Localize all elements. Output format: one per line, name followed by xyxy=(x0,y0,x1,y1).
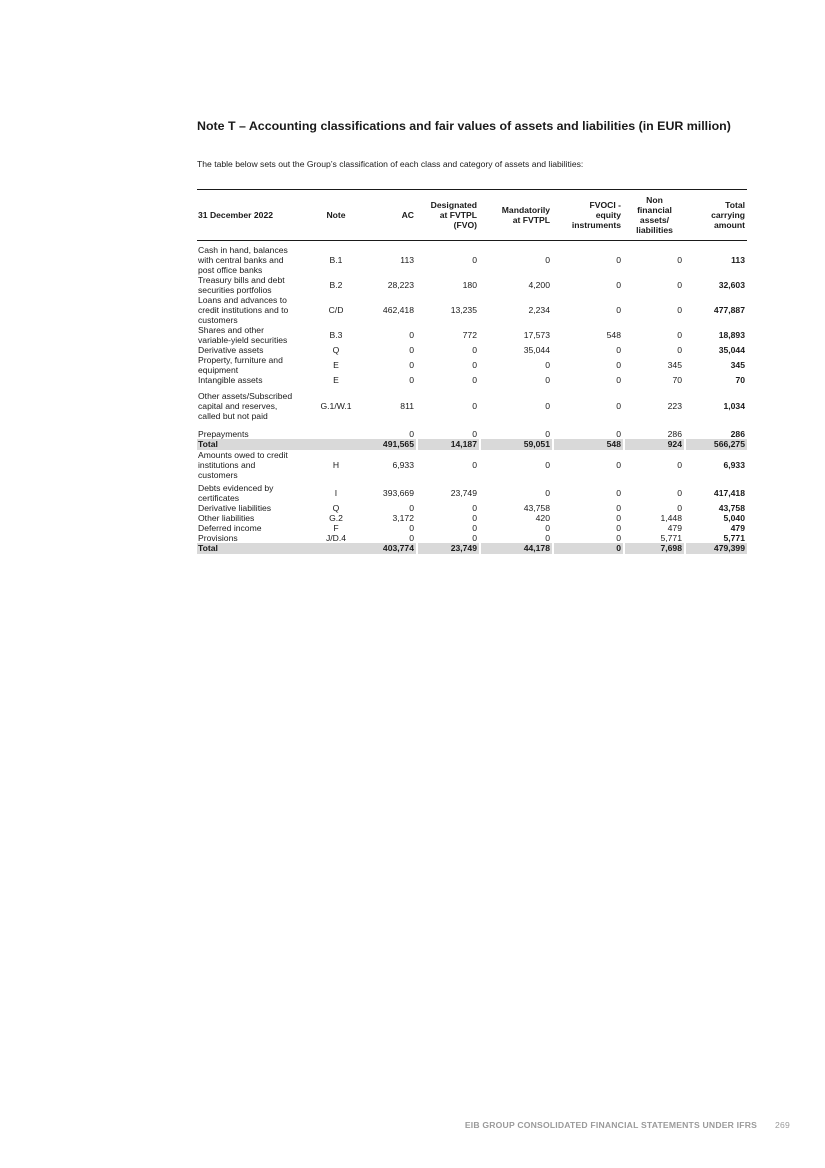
cell-nonfin: 0 xyxy=(677,255,682,265)
col-header-label: 31 December 2022 xyxy=(197,190,312,241)
row-label: Cash in hand, balances with central banks and post office banks xyxy=(198,245,288,275)
row-label: Other assets/Subscribed capital and reserves, called but not paid xyxy=(198,391,293,421)
cell-fvoci: 0 xyxy=(616,345,621,355)
cell-total: 32,603 xyxy=(718,280,745,290)
cell-fvo: 0 xyxy=(472,360,477,370)
page-title: Note T – Accounting classifications and fair values of assets and liabilities (in EUR million) xyxy=(197,119,731,133)
cell-mand: 0 xyxy=(545,523,550,533)
cell-mand: 0 xyxy=(545,375,550,385)
cell-total: 5,040 xyxy=(723,513,745,523)
cell-nonfin: 5,771 xyxy=(660,533,682,543)
total-fvoci: 548 xyxy=(554,439,623,450)
total-note-cell xyxy=(312,439,360,450)
row-label: Derivative assets xyxy=(198,345,264,355)
row-label: Property, furniture and equipment xyxy=(198,355,283,375)
row-note: B.2 xyxy=(329,280,343,290)
cell-mand: 17,573 xyxy=(523,330,550,340)
cell-ac: 28,223 xyxy=(387,280,414,290)
table-row xyxy=(197,275,747,295)
table-header xyxy=(197,190,747,241)
cell-ac: 0 xyxy=(409,360,414,370)
row-note: Q xyxy=(332,345,340,355)
table-row xyxy=(197,325,747,345)
page-number: 269 xyxy=(775,1120,790,1130)
table-row xyxy=(197,523,747,533)
row-label: Other liabilities xyxy=(198,513,255,523)
row-note: G.2 xyxy=(329,513,343,523)
cell-mand: 0 xyxy=(545,429,550,439)
col-header-non-financial: Non financial assets/ liabilities xyxy=(625,190,684,241)
table-row xyxy=(197,533,747,543)
total-mand: 44,178 xyxy=(481,543,552,554)
cell-fvoci: 548 xyxy=(606,330,621,340)
cell-nonfin: 345 xyxy=(667,360,682,370)
table-row xyxy=(197,429,747,439)
cell-mand: 2,234 xyxy=(528,305,550,315)
cell-ac: 0 xyxy=(409,345,414,355)
cell-fvoci: 0 xyxy=(616,375,621,385)
table-row xyxy=(197,375,747,385)
cell-fvoci: 0 xyxy=(616,460,621,470)
cell-fvo: 0 xyxy=(472,523,477,533)
cell-mand: 0 xyxy=(545,360,550,370)
row-note: E xyxy=(333,375,339,385)
cell-fvo: 772 xyxy=(462,330,477,340)
row-label: Treasury bills and debt securities portfolios xyxy=(198,275,285,295)
cell-ac: 811 xyxy=(400,401,414,411)
col-header-total: Total carrying amount xyxy=(686,190,747,241)
cell-total: 1,034 xyxy=(723,401,745,411)
total-row xyxy=(197,439,747,450)
total-ac: 403,774 xyxy=(360,543,416,554)
cell-fvoci: 0 xyxy=(616,533,621,543)
total-nonfin: 924 xyxy=(625,439,684,450)
cell-fvo: 180 xyxy=(462,280,477,290)
cell-nonfin: 70 xyxy=(672,375,682,385)
total-label: Total xyxy=(197,543,312,554)
row-note: B.3 xyxy=(329,330,343,340)
row-label: Loans and advances to credit institutions and to customers xyxy=(198,295,289,325)
cell-nonfin: 0 xyxy=(677,503,682,513)
cell-ac: 6,933 xyxy=(392,460,414,470)
cell-nonfin: 0 xyxy=(677,488,682,498)
total-ac: 491,565 xyxy=(360,439,416,450)
total-fvo: 14,187 xyxy=(418,439,479,450)
cell-fvo: 0 xyxy=(472,503,477,513)
cell-ac: 0 xyxy=(409,429,414,439)
cell-ac: 393,669 xyxy=(382,488,414,498)
row-note: H xyxy=(332,460,340,470)
total-total: 479,399 xyxy=(686,543,747,554)
cell-total: 35,044 xyxy=(718,345,745,355)
cell-fvo: 0 xyxy=(472,460,477,470)
cell-fvoci: 0 xyxy=(616,488,621,498)
cell-mand: 43,758 xyxy=(523,503,550,513)
table-row xyxy=(197,450,747,480)
cell-fvo: 0 xyxy=(472,255,477,265)
cell-mand: 0 xyxy=(545,255,550,265)
cell-total: 286 xyxy=(730,429,745,439)
cell-total: 417,418 xyxy=(713,488,745,498)
row-label: Provisions xyxy=(198,533,238,543)
row-note: I xyxy=(334,488,338,498)
cell-mand: 4,200 xyxy=(528,280,550,290)
cell-fvo: 23,749 xyxy=(450,488,477,498)
classification-table xyxy=(197,189,747,554)
cell-nonfin: 0 xyxy=(677,460,682,470)
cell-total: 43,758 xyxy=(718,503,745,513)
row-label: Intangible assets xyxy=(198,375,263,385)
col-header-ac: AC xyxy=(360,190,416,241)
total-total: 566,275 xyxy=(686,439,747,450)
row-label: Deferred income xyxy=(198,523,262,533)
row-label: Amounts owed to credit institutions and customers xyxy=(198,450,288,480)
intro-text: The table below sets out the Group’s classification of each class and category of assets and liabilities: xyxy=(197,159,584,169)
row-note: G.1/W.1 xyxy=(320,401,352,411)
row-label: Shares and other variable-yield securities xyxy=(198,325,288,345)
row-note: B.1 xyxy=(329,255,343,265)
table-body xyxy=(197,241,747,555)
total-fvo: 23,749 xyxy=(418,543,479,554)
cell-fvoci: 0 xyxy=(616,305,621,315)
total-note-cell xyxy=(312,543,360,554)
cell-fvoci: 0 xyxy=(616,429,621,439)
cell-nonfin: 1,448 xyxy=(660,513,682,523)
total-label: Total xyxy=(197,439,312,450)
cell-ac: 0 xyxy=(409,503,414,513)
cell-nonfin: 223 xyxy=(667,401,682,411)
cell-fvo: 0 xyxy=(472,401,477,411)
cell-fvo: 0 xyxy=(472,375,477,385)
row-note: C/D xyxy=(328,305,344,315)
row-note: E xyxy=(333,360,339,370)
cell-mand: 35,044 xyxy=(523,345,550,355)
cell-nonfin: 286 xyxy=(667,429,682,439)
row-spacer xyxy=(197,421,747,429)
cell-mand: 420 xyxy=(535,513,550,523)
cell-total: 18,893 xyxy=(718,330,745,340)
cell-fvoci: 0 xyxy=(616,280,621,290)
row-note: J/D.4 xyxy=(325,533,347,543)
table-row xyxy=(197,503,747,513)
table-row xyxy=(197,345,747,355)
table-row xyxy=(197,513,747,523)
cell-fvo: 0 xyxy=(472,513,477,523)
cell-total: 5,771 xyxy=(723,533,745,543)
cell-fvoci: 0 xyxy=(616,360,621,370)
cell-mand: 0 xyxy=(545,533,550,543)
cell-total: 345 xyxy=(730,360,745,370)
table-row xyxy=(197,483,747,503)
row-label: Debts evidenced by certificates xyxy=(198,483,274,503)
table-row xyxy=(197,245,747,275)
col-header-fvo: Designated at FVTPL (FVO) xyxy=(418,190,479,241)
table-row xyxy=(197,355,747,375)
row-note: Q xyxy=(332,503,340,513)
cell-mand: 0 xyxy=(545,460,550,470)
row-label: Derivative liabilities xyxy=(198,503,272,513)
cell-total: 479 xyxy=(730,523,745,533)
col-header-mandatorily: Mandatorily at FVTPL xyxy=(481,190,552,241)
cell-fvo: 0 xyxy=(472,345,477,355)
cell-nonfin: 0 xyxy=(677,345,682,355)
cell-fvoci: 0 xyxy=(616,513,621,523)
cell-nonfin: 0 xyxy=(677,305,682,315)
cell-ac: 0 xyxy=(409,375,414,385)
table-row xyxy=(197,391,747,421)
cell-nonfin: 0 xyxy=(677,330,682,340)
cell-total: 113 xyxy=(731,255,745,265)
cell-fvoci: 0 xyxy=(616,401,621,411)
col-header-fvoci: FVOCI - equity instruments xyxy=(554,190,623,241)
cell-ac: 0 xyxy=(409,330,414,340)
table-row xyxy=(197,295,747,325)
cell-mand: 0 xyxy=(545,488,550,498)
cell-ac: 0 xyxy=(409,533,414,543)
total-row xyxy=(197,543,747,554)
cell-total: 6,933 xyxy=(723,460,745,470)
cell-ac: 462,418 xyxy=(382,305,414,315)
cell-fvoci: 0 xyxy=(616,523,621,533)
row-note: F xyxy=(333,523,339,533)
row-label: Prepayments xyxy=(198,429,249,439)
row-note xyxy=(312,429,360,439)
cell-total: 477,887 xyxy=(713,305,745,315)
cell-fvoci: 0 xyxy=(616,255,621,265)
cell-ac: 3,172 xyxy=(392,513,414,523)
footer-text: EIB GROUP CONSOLIDATED FINANCIAL STATEMENTS UNDER IFRS xyxy=(464,1120,758,1130)
spacer-cell xyxy=(197,421,747,429)
total-nonfin: 7,698 xyxy=(625,543,684,554)
cell-ac: 0 xyxy=(409,523,414,533)
cell-total: 70 xyxy=(735,375,745,385)
cell-fvo: 0 xyxy=(472,533,477,543)
total-mand: 59,051 xyxy=(481,439,552,450)
cell-ac: 113 xyxy=(400,255,414,265)
col-header-note: Note xyxy=(312,190,360,241)
cell-fvo: 0 xyxy=(472,429,477,439)
cell-nonfin: 479 xyxy=(667,523,682,533)
cell-fvoci: 0 xyxy=(616,503,621,513)
cell-mand: 0 xyxy=(545,401,550,411)
total-fvoci: 0 xyxy=(554,543,623,554)
cell-nonfin: 0 xyxy=(677,280,682,290)
cell-fvo: 13,235 xyxy=(450,305,477,315)
page-footer xyxy=(465,1120,790,1130)
